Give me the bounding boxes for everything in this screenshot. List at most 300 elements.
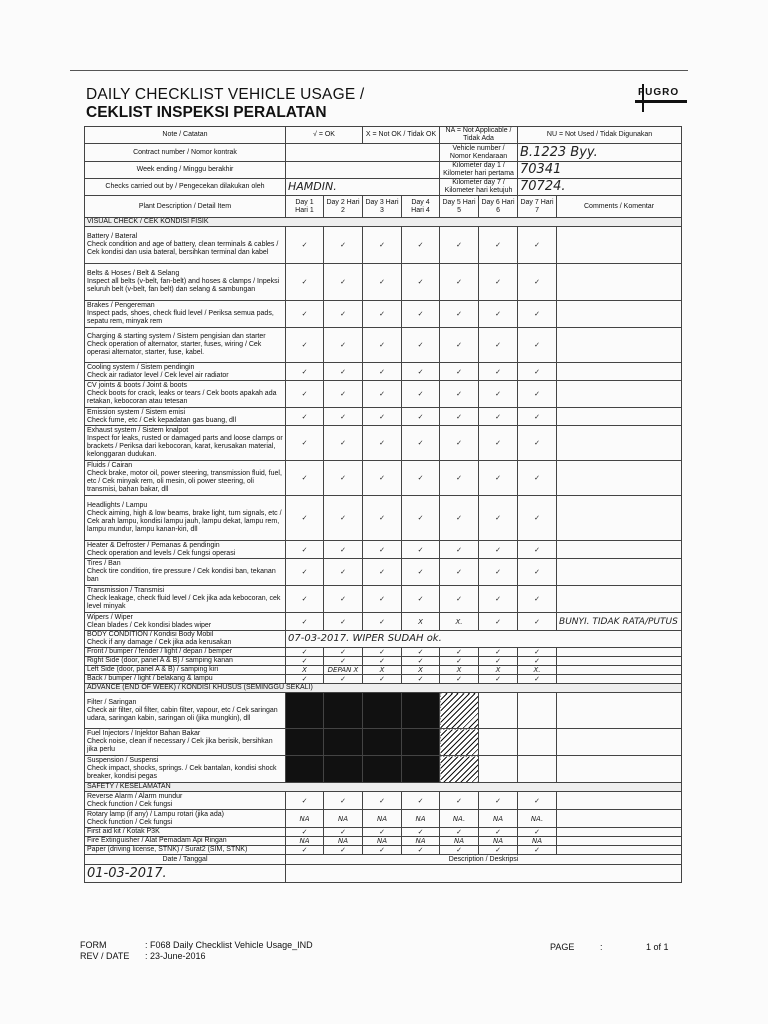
item-description: First aid kit / Kotak P3K <box>85 828 286 837</box>
day-mark[interactable]: ✓ <box>518 828 557 837</box>
day-mark[interactable]: NA <box>402 837 440 846</box>
day-mark[interactable]: ✓ <box>402 675 440 684</box>
legend-nu: NU = Not Used / Tidak Digunakan <box>518 127 682 144</box>
day-mark[interactable]: ✓ <box>324 328 363 363</box>
day-mark[interactable]: ✓ <box>363 328 402 363</box>
day-cell[interactable] <box>324 693 363 729</box>
plant-header: Plant Description / Detail Item <box>85 196 286 218</box>
day-mark[interactable]: ✓ <box>363 301 402 328</box>
day-mark[interactable]: ✓ <box>440 408 479 426</box>
safety-row <box>85 828 682 837</box>
comment-cell[interactable] <box>557 648 682 657</box>
checklist-row <box>85 613 682 631</box>
day-mark[interactable]: ✓ <box>402 408 440 426</box>
day-mark[interactable]: ✓ <box>518 792 557 810</box>
day-mark[interactable]: ✓ <box>518 846 557 855</box>
form-label: FORM <box>80 940 107 950</box>
day-mark[interactable]: ✓ <box>479 227 518 264</box>
day-cell[interactable] <box>402 729 440 756</box>
day-mark[interactable]: ✓ <box>324 363 363 381</box>
day-mark[interactable]: ✓ <box>518 613 557 631</box>
fugro-logo <box>632 84 690 114</box>
day-mark[interactable]: ✓ <box>286 264 324 301</box>
checklist-row <box>85 426 682 461</box>
day-mark[interactable]: ✓ <box>479 559 518 586</box>
item-description: Exhaust system / Sistem knalpot Inspect for leaks, rusted or damaged parts and loose clamps or brackets / Periksa dari kebocoran, karat, kerusakan material, kelonggaran dudukan. <box>85 426 286 461</box>
day-mark[interactable]: ✓ <box>479 657 518 666</box>
day-mark[interactable]: ✓ <box>402 328 440 363</box>
day-mark[interactable]: ✓ <box>324 846 363 855</box>
comment-cell[interactable] <box>557 559 682 586</box>
comment-cell[interactable] <box>557 301 682 328</box>
rev-label: REV / DATE <box>80 951 130 961</box>
checklist-row <box>85 264 682 301</box>
checklist-row <box>85 559 682 586</box>
day-cell[interactable] <box>518 729 557 756</box>
checklist-row <box>85 496 682 541</box>
day-mark[interactable]: ✓ <box>402 301 440 328</box>
day-mark[interactable]: ✓ <box>363 648 402 657</box>
day-mark[interactable]: ✓ <box>324 792 363 810</box>
day-mark[interactable]: ✓ <box>402 264 440 301</box>
item-description: BODY CONDITION / Kondisi Body Mobil Check if any damage / Cek jika ada kerusakan <box>85 631 286 648</box>
checklist-row <box>85 301 682 328</box>
section-advance: ADVANCE (END OF WEEK) / KONDISI KHUSUS (SEMINGGU SEKALI) <box>85 684 682 693</box>
item-description: Left Side (door, panel A & B) / samping kiri <box>85 666 286 675</box>
day-mark[interactable]: ✓ <box>402 496 440 541</box>
day-mark[interactable]: ✓ <box>479 496 518 541</box>
comment-cell[interactable]: BUNYI. TIDAK RATA/PUTUS <box>557 613 682 631</box>
day-mark[interactable]: ✓ <box>324 541 363 559</box>
day-cell[interactable] <box>479 756 518 783</box>
item-description: Emission system / Sistem emisi Check fume, etc / Cek kepadatan gas buang, dll <box>85 408 286 426</box>
comment-cell[interactable] <box>557 586 682 613</box>
comment-cell[interactable] <box>557 846 682 855</box>
day-mark[interactable]: ✓ <box>518 227 557 264</box>
day-mark[interactable]: ✓ <box>363 675 402 684</box>
day-mark[interactable]: ✓ <box>324 227 363 264</box>
page-value: 1 of 1 <box>646 942 669 952</box>
legend-na: NA = Not Applicable / Tidak Ada <box>440 127 518 144</box>
day-mark[interactable]: NA <box>286 810 324 828</box>
day-mark[interactable]: ✓ <box>402 541 440 559</box>
advance-row <box>85 756 682 783</box>
checklist-row <box>85 461 682 496</box>
item-description: Front / bumper / fender / light / depan / bemper <box>85 648 286 657</box>
day-mark[interactable]: NA <box>440 837 479 846</box>
day-mark[interactable]: ✓ <box>518 559 557 586</box>
day-mark[interactable]: ✓ <box>440 496 479 541</box>
day-mark[interactable]: ✓ <box>518 675 557 684</box>
item-description: Right Side (door, panel A & B) / samping kanan <box>85 657 286 666</box>
km7-label: Kilometer day 7 / Kilometer hari ketujuh <box>440 179 518 196</box>
legend-notok: X = Not OK / Tidak OK <box>363 127 440 144</box>
day-mark[interactable]: ✓ <box>479 675 518 684</box>
day-mark[interactable]: X. <box>440 613 479 631</box>
item-description: Fire Extinguisher / Alat Pemadam Api Ringan <box>85 837 286 846</box>
comment-cell[interactable] <box>557 828 682 837</box>
day-mark[interactable]: ✓ <box>440 792 479 810</box>
day-mark[interactable]: ✓ <box>402 227 440 264</box>
day-mark[interactable]: X <box>402 666 440 675</box>
day-mark[interactable]: ✓ <box>324 675 363 684</box>
km1-value[interactable]: 70341 <box>518 162 682 179</box>
day-mark[interactable]: X <box>402 613 440 631</box>
day-mark[interactable]: ✓ <box>518 381 557 408</box>
vehicle-label: Vehicle number / Nomor Kendaraan <box>440 144 518 162</box>
day-mark[interactable]: ✓ <box>440 227 479 264</box>
section-visual-check: VISUAL CHECK / CEK KONDISI FISIK <box>85 218 682 227</box>
day-mark[interactable]: ✓ <box>286 657 324 666</box>
day-mark[interactable]: ✓ <box>518 408 557 426</box>
comment-cell[interactable] <box>557 666 682 675</box>
day-mark[interactable]: ✓ <box>440 586 479 613</box>
item-description: Wipers / Wiper Clean blades / Cek kondisi blades wiper <box>85 613 286 631</box>
day-mark[interactable]: ✓ <box>479 541 518 559</box>
description-label: Description / Deskripsi <box>286 855 682 865</box>
week-value[interactable] <box>286 162 440 179</box>
day-mark[interactable]: X <box>440 666 479 675</box>
comments-header: Comments / Komentar <box>557 196 682 218</box>
date-value[interactable]: 01-03-2017. <box>85 865 286 883</box>
day-mark[interactable]: ✓ <box>479 328 518 363</box>
item-description: Headlights / Lampu Check aiming, high & low beams, brake light, turn signals, etc / Cek arah lampu, kondisi lampu jauh, lampu dekat, lampu rem, lampu mundur, lampu kanan-kiri, dll <box>85 496 286 541</box>
comment-cell[interactable] <box>557 496 682 541</box>
km7-value[interactable]: 70724. <box>518 179 682 196</box>
day-mark[interactable]: ✓ <box>363 613 402 631</box>
item-description: Back / bumper / light / belakang & lampu <box>85 675 286 684</box>
day-mark[interactable]: ✓ <box>479 381 518 408</box>
day-cell[interactable] <box>440 729 479 756</box>
safety-row <box>85 837 682 846</box>
day-mark[interactable]: ✓ <box>324 648 363 657</box>
day-mark[interactable]: ✓ <box>440 461 479 496</box>
day-mark[interactable]: ✓ <box>402 648 440 657</box>
top-rule <box>70 70 688 71</box>
comment-cell[interactable] <box>557 264 682 301</box>
day-mark[interactable]: ✓ <box>440 846 479 855</box>
day-cell[interactable] <box>518 693 557 729</box>
day-mark[interactable]: ✓ <box>440 541 479 559</box>
comment-cell[interactable] <box>557 837 682 846</box>
day-mark[interactable]: NA <box>402 810 440 828</box>
day-mark[interactable]: ✓ <box>402 586 440 613</box>
day-mark[interactable]: X <box>286 666 324 675</box>
comment-cell[interactable] <box>557 426 682 461</box>
day-mark[interactable]: ✓ <box>286 586 324 613</box>
day-mark[interactable]: ✓ <box>286 648 324 657</box>
day-mark[interactable]: ✓ <box>402 363 440 381</box>
comment-cell[interactable] <box>557 756 682 783</box>
day-mark[interactable]: ✓ <box>518 657 557 666</box>
day-mark[interactable]: NA <box>479 810 518 828</box>
day-cell[interactable] <box>286 693 324 729</box>
comment-cell[interactable] <box>557 227 682 264</box>
comment-cell[interactable] <box>557 657 682 666</box>
day-mark[interactable]: ✓ <box>363 559 402 586</box>
day-mark[interactable]: ✓ <box>363 496 402 541</box>
day-mark[interactable]: ✓ <box>286 559 324 586</box>
page-label: PAGE <box>550 942 575 952</box>
day-mark[interactable]: ✓ <box>518 461 557 496</box>
day-cell[interactable] <box>363 693 402 729</box>
day-header: Day 1 Hari 1 <box>286 196 324 218</box>
day-mark[interactable]: NA <box>363 810 402 828</box>
day-mark[interactable]: NA. <box>440 810 479 828</box>
day-mark[interactable]: ✓ <box>402 846 440 855</box>
day-mark[interactable]: ✓ <box>518 264 557 301</box>
checklist-row <box>85 586 682 613</box>
day-cell[interactable] <box>324 729 363 756</box>
item-description: Reverse Alarm / Alarm mundur Check function / Cek fungsi <box>85 792 286 810</box>
day-mark[interactable]: ✓ <box>363 264 402 301</box>
day-mark[interactable]: ✓ <box>363 541 402 559</box>
comment-cell[interactable] <box>557 363 682 381</box>
logo-text: FUGRO <box>638 87 680 98</box>
day-mark[interactable]: ✓ <box>440 559 479 586</box>
comment-cell[interactable] <box>557 675 682 684</box>
day-mark[interactable]: ✓ <box>518 648 557 657</box>
day-mark[interactable]: ✓ <box>324 301 363 328</box>
checklist-row <box>85 227 682 264</box>
day-mark[interactable]: ✓ <box>479 408 518 426</box>
day-mark[interactable]: ✓ <box>440 648 479 657</box>
day-header: Day 7 Hari 7 <box>518 196 557 218</box>
day-mark[interactable]: ✓ <box>440 328 479 363</box>
day-cell[interactable] <box>479 693 518 729</box>
day-mark[interactable]: ✓ <box>479 301 518 328</box>
day-mark[interactable]: ✓ <box>518 301 557 328</box>
comment-cell[interactable] <box>557 792 682 810</box>
item-description: Rotary lamp (if any) / Lampu rotari (jika ada) Check function / Cek fungsi <box>85 810 286 828</box>
day-mark[interactable]: ✓ <box>479 461 518 496</box>
day-mark[interactable]: ✓ <box>479 613 518 631</box>
day-cell[interactable] <box>402 693 440 729</box>
day-mark[interactable]: ✓ <box>518 328 557 363</box>
day-mark[interactable]: ✓ <box>324 496 363 541</box>
day-cell[interactable] <box>286 756 324 783</box>
week-label: Week ending / Minggu berakhir <box>85 162 286 179</box>
checklist-row <box>85 541 682 559</box>
body-row <box>85 675 682 684</box>
day-cell[interactable] <box>440 756 479 783</box>
day-header: Day 2 Hari 2 <box>324 196 363 218</box>
day-mark[interactable]: ✓ <box>518 426 557 461</box>
day-mark[interactable]: ✓ <box>518 496 557 541</box>
day-mark[interactable]: ✓ <box>363 363 402 381</box>
day-mark[interactable]: ✓ <box>363 227 402 264</box>
section-safety: SAFETY / KESELAMATAN <box>85 783 682 792</box>
day-mark[interactable]: ✓ <box>363 408 402 426</box>
day-mark[interactable]: ✓ <box>518 363 557 381</box>
day-mark[interactable]: ✓ <box>363 426 402 461</box>
day-mark[interactable]: ✓ <box>440 828 479 837</box>
form-title: DAILY CHECKLIST VEHICLE USAGE / <box>86 86 365 103</box>
day-mark[interactable]: NA <box>324 837 363 846</box>
rev-value: : 23-June-2016 <box>145 951 206 961</box>
day-mark[interactable]: ✓ <box>518 541 557 559</box>
day-mark[interactable]: ✓ <box>518 586 557 613</box>
comment-cell[interactable] <box>557 541 682 559</box>
day-mark[interactable]: ✓ <box>286 363 324 381</box>
day-mark[interactable]: ✓ <box>440 381 479 408</box>
day-mark[interactable]: ✓ <box>479 828 518 837</box>
day-mark[interactable]: ✓ <box>286 675 324 684</box>
item-description: Battery / Bateral Check condition and age of battery, clean terminals & cables / Cek kondisi dan usia bateral, bersihkan terminal dan kabel <box>85 227 286 264</box>
form-code: F068 Daily Checklist Vehicle Usage_IND <box>150 940 313 950</box>
day-mark[interactable]: ✓ <box>286 828 324 837</box>
day-mark[interactable]: ✓ <box>402 381 440 408</box>
legend-note: Note / Catatan <box>85 127 286 144</box>
body-row <box>85 648 682 657</box>
day-mark[interactable]: ✓ <box>324 586 363 613</box>
day-mark[interactable]: NA <box>518 837 557 846</box>
day-cell[interactable] <box>363 756 402 783</box>
day-header: Day 5 Hari 5 <box>440 196 479 218</box>
day-mark[interactable]: ✓ <box>363 846 402 855</box>
day-mark[interactable]: ✓ <box>479 264 518 301</box>
day-mark[interactable]: ✓ <box>324 426 363 461</box>
day-mark[interactable]: ✓ <box>479 846 518 855</box>
day-mark[interactable]: ✓ <box>286 426 324 461</box>
item-description: Paper (driving license, STNK) / Surat2 (SIM, STNK) <box>85 846 286 855</box>
item-description: Charging & starting system / Sistem pengisian dan starter Check operation of alternator, starter, fuses, wiring / Cek operasi alternator, starter, fuse, kabel. <box>85 328 286 363</box>
day-mark[interactable]: ✓ <box>324 381 363 408</box>
checked-label: Checks carried out by / Pengecekan dilakukan oleh <box>85 179 286 196</box>
item-description: Filter / Saringan Check air filter, oil filter, cabin filter, vapour, etc / Cek saringan udara, saringan kabin, saringan oli (jika mungkin), dll <box>85 693 286 729</box>
comment-cell[interactable] <box>557 810 682 828</box>
day-mark[interactable]: ✓ <box>440 657 479 666</box>
rev-date: 23-June-2016 <box>150 951 206 961</box>
body-row <box>85 657 682 666</box>
day-mark[interactable]: ✓ <box>363 657 402 666</box>
day-cell[interactable] <box>363 729 402 756</box>
day-header: Day 3 Hari 3 <box>363 196 402 218</box>
day-mark[interactable]: NA <box>286 837 324 846</box>
date-label: Date / Tanggal <box>85 855 286 865</box>
contract-label: Contract number / Nomor kontrak <box>85 144 286 162</box>
day-mark[interactable]: ✓ <box>286 846 324 855</box>
vehicle-value[interactable]: B.1223 Byy. <box>518 144 682 162</box>
day-mark[interactable]: ✓ <box>286 381 324 408</box>
km1-label: Kilometer day 1 / Kilometer hari pertama <box>440 162 518 179</box>
day-mark[interactable]: ✓ <box>440 363 479 381</box>
day-mark[interactable]: ✓ <box>363 461 402 496</box>
checked-value[interactable]: HAMDIN. <box>286 179 440 196</box>
day-mark[interactable]: ✓ <box>286 301 324 328</box>
item-description: Fluids / Cairan Check brake, motor oil, power steering, transmission fluid, fuel, etc / Cek minyak rem, oli mesin, oli power steering, oli transmisi, bahan bakar, dll <box>85 461 286 496</box>
advance-row <box>85 729 682 756</box>
day-mark[interactable]: ✓ <box>286 496 324 541</box>
day-mark[interactable]: ✓ <box>479 648 518 657</box>
day-mark[interactable]: ✓ <box>402 461 440 496</box>
description-value[interactable] <box>286 865 682 883</box>
item-description: CV joints & boots / Joint & boots Check boots for crack, leaks or tears / Cek boots apakah ada retakan, kebocoran atau tetesan <box>85 381 286 408</box>
comment-cell[interactable] <box>557 693 682 729</box>
day-mark[interactable]: ✓ <box>324 559 363 586</box>
day-mark[interactable]: ✓ <box>402 426 440 461</box>
day-mark[interactable]: ✓ <box>440 675 479 684</box>
day-mark[interactable]: NA <box>324 810 363 828</box>
day-mark[interactable]: ✓ <box>363 381 402 408</box>
safety-row <box>85 792 682 810</box>
day-cell[interactable] <box>402 756 440 783</box>
day-cell[interactable] <box>479 729 518 756</box>
day-mark[interactable]: ✓ <box>324 264 363 301</box>
day-cell[interactable] <box>440 693 479 729</box>
day-mark[interactable]: ✓ <box>479 426 518 461</box>
day-mark[interactable]: NA <box>363 837 402 846</box>
day-mark[interactable]: NA. <box>518 810 557 828</box>
day-mark[interactable]: ✓ <box>286 408 324 426</box>
day-mark[interactable]: ✓ <box>440 264 479 301</box>
day-mark[interactable]: ✓ <box>402 828 440 837</box>
day-mark[interactable]: ✓ <box>324 828 363 837</box>
day-mark[interactable]: DEPAN X <box>324 666 363 675</box>
day-mark[interactable]: ✓ <box>440 301 479 328</box>
body-note[interactable]: 07-03-2017. WIPER SUDAH ok. <box>286 631 682 648</box>
day-mark[interactable]: X. <box>518 666 557 675</box>
day-cell[interactable] <box>324 756 363 783</box>
day-mark[interactable]: ✓ <box>324 408 363 426</box>
day-mark[interactable]: ✓ <box>286 227 324 264</box>
comment-cell[interactable] <box>557 328 682 363</box>
legend-ok: √ = OK <box>286 127 363 144</box>
day-header: Day 6 Hari 6 <box>479 196 518 218</box>
day-mark[interactable]: ✓ <box>286 792 324 810</box>
safety-row <box>85 810 682 828</box>
day-mark[interactable]: ✓ <box>363 828 402 837</box>
comment-cell[interactable] <box>557 461 682 496</box>
checklist-row <box>85 363 682 381</box>
item-description: Suspension / Suspensi Check impact, shocks, springs. / Cek bantalan, kondisi shock breaker, kondisi pegas <box>85 756 286 783</box>
day-mark[interactable]: ✓ <box>479 792 518 810</box>
day-mark[interactable]: ✓ <box>402 559 440 586</box>
day-mark[interactable]: X <box>479 666 518 675</box>
checklist-row <box>85 328 682 363</box>
contract-value[interactable] <box>286 144 440 162</box>
day-mark[interactable]: ✓ <box>324 657 363 666</box>
day-mark[interactable]: ✓ <box>363 792 402 810</box>
day-mark[interactable]: ✓ <box>324 613 363 631</box>
checklist-table <box>84 126 682 883</box>
comment-cell[interactable] <box>557 381 682 408</box>
day-mark[interactable]: ✓ <box>440 426 479 461</box>
safety-row <box>85 846 682 855</box>
comment-cell[interactable] <box>557 729 682 756</box>
checklist-row <box>85 381 682 408</box>
day-mark[interactable]: ✓ <box>324 461 363 496</box>
day-mark[interactable]: X <box>363 666 402 675</box>
day-mark[interactable]: ✓ <box>479 363 518 381</box>
checklist-row <box>85 408 682 426</box>
day-mark[interactable]: ✓ <box>286 461 324 496</box>
day-mark[interactable]: ✓ <box>479 586 518 613</box>
form-subtitle: CEKLIST INSPEKSI PERALATAN <box>86 104 327 121</box>
day-mark[interactable]: NA <box>479 837 518 846</box>
day-mark[interactable]: ✓ <box>402 657 440 666</box>
day-mark[interactable]: ✓ <box>363 586 402 613</box>
day-mark[interactable]: ✓ <box>286 541 324 559</box>
day-mark[interactable]: ✓ <box>402 792 440 810</box>
day-mark[interactable]: ✓ <box>286 613 324 631</box>
item-description: Brakes / Pengereman Inspect pads, shoes, check fluid level / Periksa semua pads, sepatu rem, minyak rem <box>85 301 286 328</box>
day-mark[interactable]: ✓ <box>286 328 324 363</box>
day-cell[interactable] <box>518 756 557 783</box>
comment-cell[interactable] <box>557 408 682 426</box>
item-description: Belts & Hoses / Belt & Selang Inspect all belts (v-belt, fan-belt) and hoses & clamps / Inpeksi seluruh belt (v-belt, fan belt) dan selang & sambungan <box>85 264 286 301</box>
day-cell[interactable] <box>286 729 324 756</box>
